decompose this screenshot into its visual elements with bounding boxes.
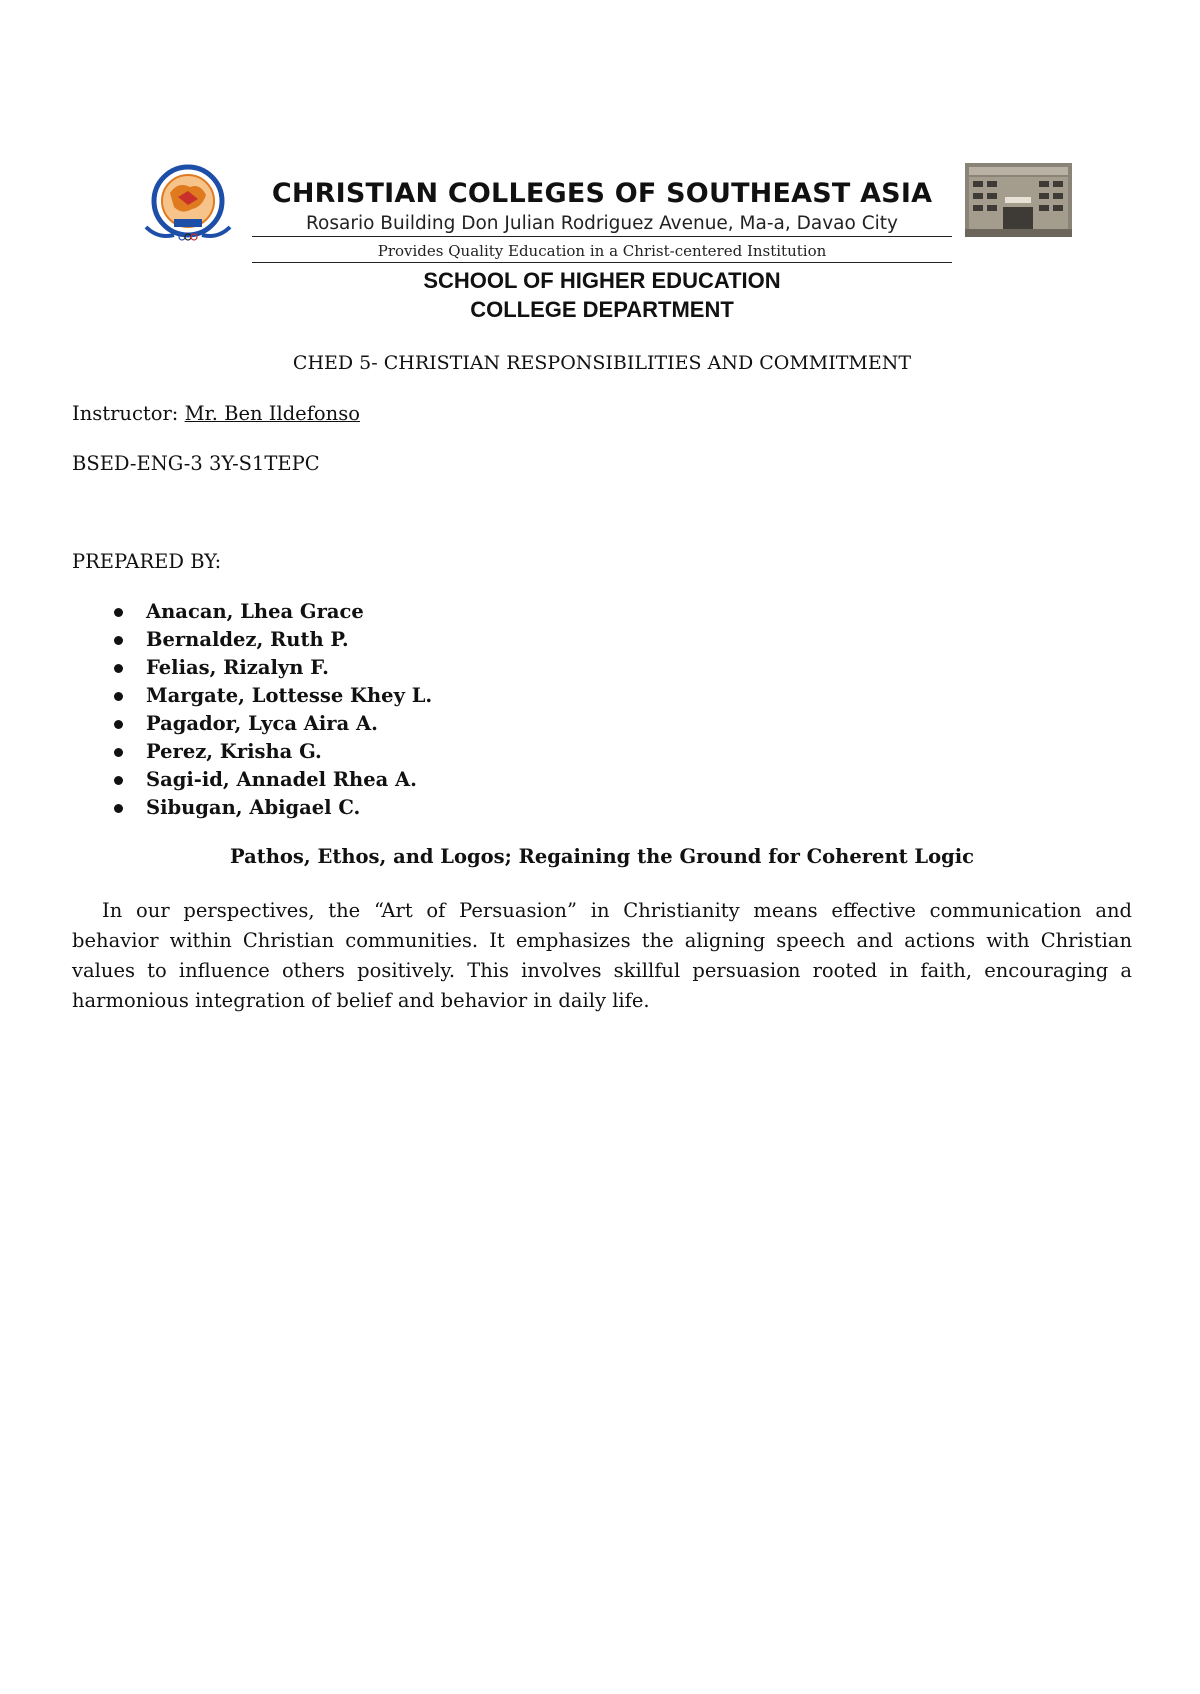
bullet-icon bbox=[114, 608, 123, 617]
member-name: Pagador, Lyca Aira A. bbox=[146, 712, 378, 735]
instructor-name: Mr. Ben Ildefonso bbox=[184, 402, 360, 425]
list-item bbox=[72, 654, 432, 682]
member-name: Perez, Krisha G. bbox=[146, 740, 322, 763]
member-name: Bernaldez, Ruth P. bbox=[146, 628, 349, 651]
list-item bbox=[72, 682, 432, 710]
member-name: Sibugan, Abigael C. bbox=[146, 796, 361, 819]
bullet-icon bbox=[114, 776, 123, 785]
member-name: Margate, Lottesse Khey L. bbox=[146, 684, 433, 707]
header-divider bbox=[252, 236, 952, 237]
member-name: Anacan, Lhea Grace bbox=[146, 600, 364, 623]
bullet-icon bbox=[114, 748, 123, 757]
header-divider bbox=[252, 262, 952, 263]
bullet-icon bbox=[114, 804, 123, 813]
bullet-icon bbox=[114, 636, 123, 645]
department-name: COLLEGE DEPARTMENT bbox=[470, 297, 734, 322]
bullet-icon bbox=[114, 720, 123, 729]
bullet-icon bbox=[114, 664, 123, 673]
member-name: Felias, Rizalyn F. bbox=[146, 656, 329, 679]
member-name: Sagi-id, Annadel Rhea A. bbox=[146, 768, 417, 791]
list-item bbox=[72, 794, 432, 822]
essay-title: Pathos, Ethos, and Logos; Regaining the Ground for Coherent Logic bbox=[229, 845, 975, 868]
list-item bbox=[72, 626, 432, 654]
institution-motto: Provides Quality Education in a Christ-centered Institution bbox=[377, 242, 827, 260]
school-name-block bbox=[252, 266, 952, 324]
bullet-icon bbox=[114, 692, 123, 701]
prepared-by-label: PREPARED BY: bbox=[72, 550, 222, 573]
school-name: SCHOOL OF HIGHER EDUCATION bbox=[423, 268, 781, 293]
list-item bbox=[72, 738, 432, 766]
building-photo bbox=[965, 163, 1072, 237]
instructor-label: Instructor: bbox=[72, 402, 179, 425]
list-item bbox=[72, 710, 432, 738]
institution-address: Rosario Building Don Julian Rodriguez Avenue, Ma-a, Davao City bbox=[306, 213, 898, 234]
members-list bbox=[72, 598, 432, 822]
list-item bbox=[72, 598, 432, 626]
essay-paragraph: In our perspectives, the “Art of Persuasion” in Christianity means effective communication and behavior within Christian communities. It emphasizes the aligning speech and actions with Christian values to influence others positively. This involves skillful persuasion rooted in faith, encouraging a harmonious integration of belief and behavior in daily life. bbox=[72, 899, 1132, 1012]
instructor-line bbox=[72, 402, 360, 425]
school-seal-logo bbox=[138, 163, 238, 245]
institution-name: CHRISTIAN COLLEGES OF SOUTHEAST ASIA bbox=[271, 178, 933, 209]
section-code: BSED-ENG-3 3Y-S1TEPC bbox=[72, 452, 320, 475]
letterhead bbox=[0, 0, 1200, 320]
list-item bbox=[72, 766, 432, 794]
course-title: CHED 5- CHRISTIAN RESPONSIBILITIES AND COMMITMENT bbox=[292, 352, 912, 374]
